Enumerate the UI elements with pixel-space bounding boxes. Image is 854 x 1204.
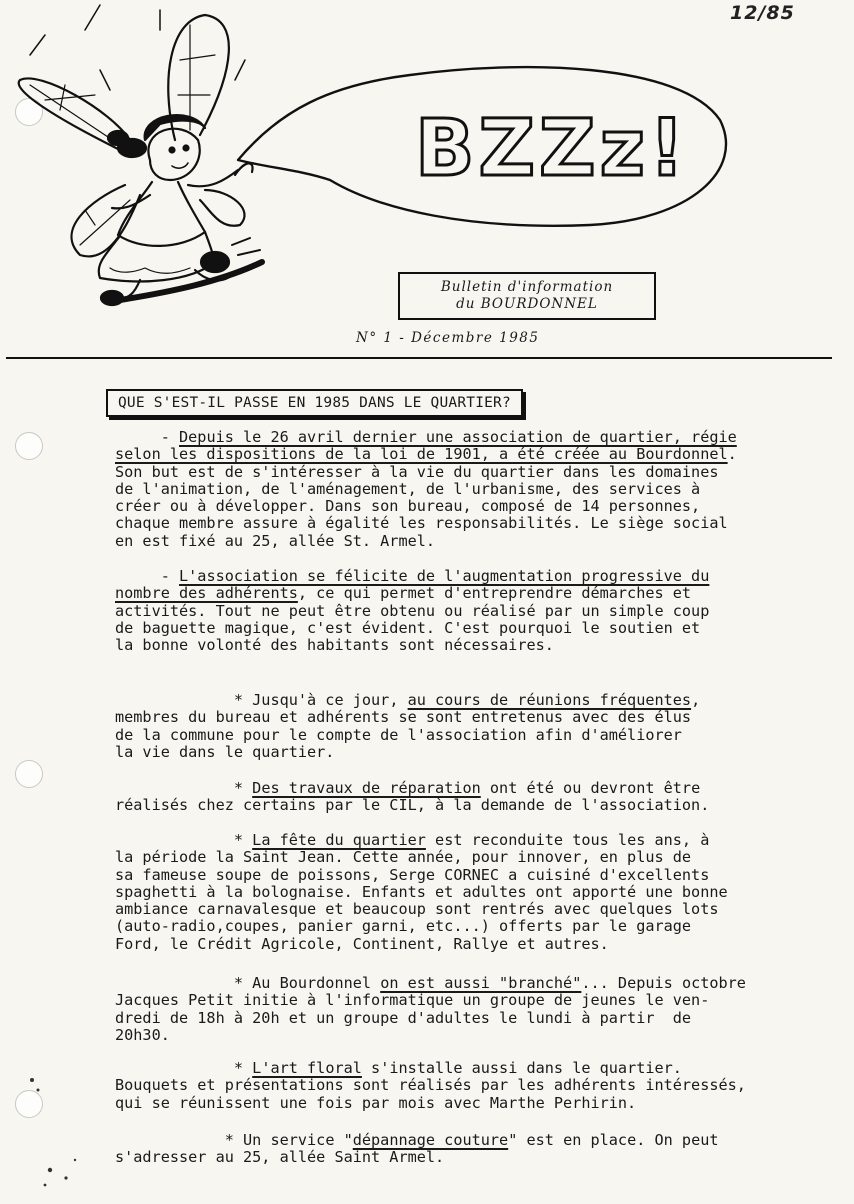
para-text: " est en place. On peut s'adresser au 25, allée Saint Armel.: [115, 1131, 719, 1167]
bulletin-title-box: [398, 272, 656, 320]
paragraph-adherents: [115, 568, 835, 654]
para-prefix: -: [115, 567, 180, 585]
para-underline: L'association se félicite de l'augmentation progressive du nombre des adhérents: [115, 567, 710, 603]
paragraph-association: [115, 429, 835, 550]
bulletin-title-line1: Bulletin d'information: [440, 279, 614, 295]
para-prefix: *: [115, 1059, 253, 1077]
para-prefix: -: [115, 428, 180, 446]
para-underline: La fête du quartier: [252, 831, 426, 849]
para-text: s'installe aussi dans le quartier. Bouquets et présentations sont réalisés par les adhérents intéressés, qui se réunissent une fois par mois avec Marthe Perhirin.: [115, 1059, 746, 1112]
para-text: ... Depuis octobre Jacques Petit initie à l'informatique un groupe de jeunes le ven- dredi de 18h à 20h et un groupe d'adultes le lundi à partir de 20h30.: [115, 974, 746, 1044]
para-underline: Des travaux de réparation: [252, 779, 481, 797]
para-text: ont été ou devront être réalisés chez certains par le CIL, à la demande de l'association.: [115, 779, 710, 815]
para-text: . Son but est de s'intéresser à la vie du quartier dans les domaines de l'animation, de l'aménagement, de l'urbanisme, des services à créer ou à développer. Dans son bureau, composé de 14 personnes, chaque membre assure à égalité les responsabilités. Le siège social en est fixé au 25, allée St. Armel.: [115, 445, 737, 550]
paragraph-fete: [115, 832, 835, 953]
issue-number: N° 1 - Décembre 1985: [356, 330, 540, 346]
handwritten-date-note: 12/85: [730, 2, 795, 24]
para-prefix: * Au Bourdonnel: [115, 974, 381, 992]
para-text: est reconduite tous les ans, à la période la Saint Jean. Cette année, pour innover, en plus de sa fameuse soupe de poissons, Serge CORNEC a cuisiné d'excellents spaghetti à la bolognaise. Enfants et adultes ont apporté une bonne ambiance carnavalesque et beaucoup sont rentrés avec quelques lots (auto-radio,coupes, panier garni, etc...) offerts par le garage Ford, le Crédit Agricole, Continent, Rallye et autres.: [115, 831, 728, 953]
para-prefix: * Jusqu'à ce jour,: [115, 691, 408, 709]
para-underline: L'art floral: [252, 1059, 362, 1077]
para-underline: Depuis le 26 avril dernier une association de quartier, régie selon les dispositions de la loi de 1901, a été créée au Bourdonnel: [115, 428, 737, 464]
header-divider: [6, 357, 832, 359]
para-text: , ce qui permet d'entreprendre démarches et activités. Tout ne peut être obtenu ou réalisé par un simple coup de baguette magique, c'est évident. C'est pourquoi le soutien et la bonne volonté des habitants sont nécessaires.: [115, 584, 710, 655]
paragraph-travaux: [115, 780, 835, 815]
para-underline: au cours de réunions fréquentes: [407, 691, 692, 709]
ink-specks: [20, 1060, 100, 1200]
para-underline: dépannage couture: [352, 1131, 509, 1149]
paragraph-informatique: [115, 975, 835, 1044]
paragraph-couture: [115, 1132, 835, 1167]
para-prefix: *: [115, 779, 253, 797]
para-prefix: *: [115, 831, 253, 849]
para-underline: on est aussi "branché": [380, 974, 582, 992]
paragraph-art-floral: [115, 1060, 835, 1112]
bzz-logo-text: BZZz!: [415, 104, 689, 194]
paragraph-reunions: [115, 692, 835, 761]
section-heading: QUE S'EST-IL PASSE EN 1985 DANS LE QUARTIER?: [106, 389, 523, 417]
para-prefix: * Un service ": [115, 1131, 353, 1149]
binder-hole: [15, 432, 43, 460]
para-text: , membres du bureau et adhérents se sont entretenus avec des élus de la commune pour le compte de l'association afin d'améliorer la vie dans le quartier.: [115, 691, 701, 761]
bulletin-title-line2: du BOURDONNEL: [456, 296, 598, 312]
binder-hole: [15, 760, 43, 788]
